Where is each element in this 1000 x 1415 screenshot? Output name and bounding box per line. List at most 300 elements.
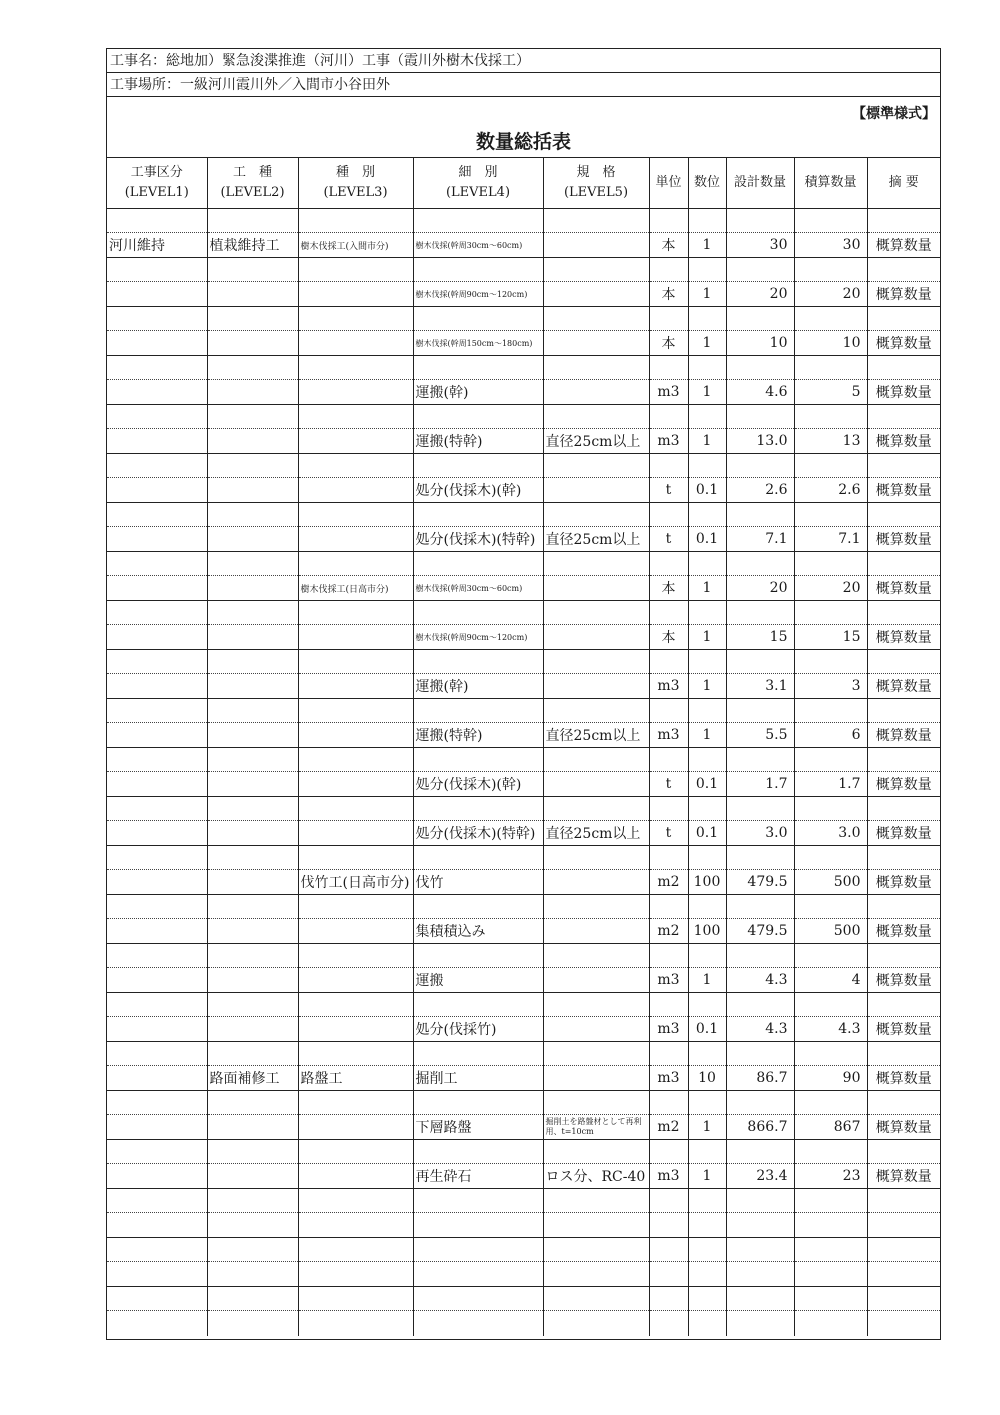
empty-cell [298, 846, 413, 870]
design-quantity-cell: 479.5 [726, 870, 794, 895]
empty-cell [298, 895, 413, 919]
level4-cell: 樹木伐採(幹周30cm～60cm) [413, 576, 543, 601]
level5-cell: 直径25cm以上 [543, 429, 649, 454]
empty-cell [298, 1091, 413, 1115]
level1-cell [107, 429, 207, 454]
digit-cell: 1 [688, 1115, 726, 1140]
digit-cell: 1 [688, 429, 726, 454]
note-cell: 概算数量 [867, 772, 940, 797]
empty-cell [543, 944, 649, 968]
empty-cell [649, 1042, 688, 1066]
level3-cell [298, 723, 413, 748]
level1-cell [107, 1311, 207, 1336]
empty-cell [794, 1042, 867, 1066]
level5-cell: 直径25cm以上 [543, 723, 649, 748]
level4-cell: 集積積込み [413, 919, 543, 944]
empty-cell [726, 1140, 794, 1164]
empty-cell [649, 944, 688, 968]
empty-cell [649, 1140, 688, 1164]
level2-cell [207, 919, 298, 944]
empty-cell [298, 503, 413, 527]
column-header [726, 158, 794, 209]
level5-cell [543, 282, 649, 307]
empty-cell [688, 601, 726, 625]
level5-cell [543, 1262, 649, 1287]
design-quantity-cell [726, 1213, 794, 1238]
level2-cell [207, 870, 298, 895]
empty-cell [794, 748, 867, 772]
empty-cell [413, 258, 543, 282]
empty-cell [649, 209, 688, 233]
level5-cell [543, 674, 649, 699]
empty-cell [688, 552, 726, 576]
level4-cell: 処分(伐採木)(特幹) [413, 527, 543, 552]
empty-cell [207, 944, 298, 968]
level2-cell [207, 1213, 298, 1238]
note-cell: 概算数量 [867, 968, 940, 993]
empty-cell [107, 1091, 207, 1115]
level2-cell [207, 429, 298, 454]
empty-cell [543, 1189, 649, 1213]
unit-cell: 本 [649, 282, 688, 307]
unit-cell: 本 [649, 625, 688, 650]
level1-cell [107, 870, 207, 895]
empty-cell [107, 1287, 207, 1311]
empty-cell [413, 1042, 543, 1066]
empty-cell [107, 699, 207, 723]
quantity-table [107, 157, 940, 1336]
digit-cell: 1 [688, 233, 726, 258]
empty-cell [298, 454, 413, 478]
calc-quantity-cell: 10 [794, 331, 867, 356]
table-row [107, 478, 940, 503]
level2-cell [207, 772, 298, 797]
column-header-level: (LEVEL5) [563, 185, 629, 200]
table-row [107, 331, 940, 356]
column-header-level: (LEVEL4) [445, 185, 511, 200]
column-header-level: (LEVEL1) [124, 185, 189, 200]
empty-cell [726, 797, 794, 821]
note-cell: 概算数量 [867, 527, 940, 552]
empty-cell [543, 503, 649, 527]
empty-cell [207, 1238, 298, 1262]
design-quantity-cell: 10 [726, 331, 794, 356]
empty-cell [413, 503, 543, 527]
digit-cell: 1 [688, 380, 726, 405]
note-cell: 概算数量 [867, 1164, 940, 1189]
empty-cell [794, 503, 867, 527]
empty-cell [543, 209, 649, 233]
spacer-row [107, 699, 940, 723]
empty-cell [794, 307, 867, 331]
level4-cell: 運搬(特幹) [413, 429, 543, 454]
table-row [107, 870, 940, 895]
digit-cell: 0.1 [688, 821, 726, 846]
note-cell: 概算数量 [867, 674, 940, 699]
empty-cell [867, 895, 940, 919]
level4-cell: 樹木伐採(幹周30cm～60cm) [413, 233, 543, 258]
level4-cell: 処分(伐採竹) [413, 1017, 543, 1042]
design-quantity-cell: 86.7 [726, 1066, 794, 1091]
calc-quantity-cell: 13 [794, 429, 867, 454]
level5-cell [543, 870, 649, 895]
empty-cell [298, 699, 413, 723]
level3-cell [298, 331, 413, 356]
column-header [413, 158, 543, 209]
unit-cell: m3 [649, 968, 688, 993]
level1-cell [107, 919, 207, 944]
empty-cell [413, 1189, 543, 1213]
empty-cell [413, 846, 543, 870]
unit-cell: t [649, 821, 688, 846]
empty-cell [107, 307, 207, 331]
column-header [794, 158, 867, 209]
calc-quantity-cell: 867 [794, 1115, 867, 1140]
calc-quantity-cell [794, 1262, 867, 1287]
empty-cell [649, 797, 688, 821]
empty-cell [543, 601, 649, 625]
empty-cell [688, 748, 726, 772]
level5-cell [543, 1017, 649, 1042]
standard-form-label: 【標準様式】 [852, 106, 936, 122]
level4-cell [413, 1213, 543, 1238]
level4-cell: 樹木伐採(幹周150cm～180cm) [413, 331, 543, 356]
empty-cell [867, 650, 940, 674]
table-row [107, 282, 940, 307]
calc-quantity-cell: 15 [794, 625, 867, 650]
table-header-row [107, 158, 940, 209]
design-quantity-cell [726, 1262, 794, 1287]
level2-cell [207, 968, 298, 993]
table-row [107, 576, 940, 601]
empty-cell [688, 1287, 726, 1311]
empty-cell [413, 748, 543, 772]
digit-cell [688, 1213, 726, 1238]
level3-cell [298, 772, 413, 797]
empty-cell [207, 1042, 298, 1066]
empty-cell [726, 699, 794, 723]
empty-cell [726, 454, 794, 478]
empty-cell [413, 699, 543, 723]
empty-cell [649, 699, 688, 723]
empty-cell [726, 307, 794, 331]
level1-cell [107, 772, 207, 797]
note-cell: 概算数量 [867, 821, 940, 846]
project-name: 工事名：総地加）緊急浚渫推進（河川）工事（霞川外樹木伐採工） [107, 49, 940, 73]
table-row [107, 1213, 940, 1238]
empty-cell [867, 1287, 940, 1311]
level4-cell [413, 1262, 543, 1287]
empty-cell [298, 1189, 413, 1213]
empty-cell [207, 454, 298, 478]
level1-cell [107, 821, 207, 846]
level4-cell: 下層路盤 [413, 1115, 543, 1140]
empty-cell [794, 944, 867, 968]
empty-cell [543, 454, 649, 478]
level4-cell: 再生砕石 [413, 1164, 543, 1189]
empty-cell [726, 601, 794, 625]
calc-quantity-cell: 2.6 [794, 478, 867, 503]
level1-cell [107, 625, 207, 650]
empty-cell [207, 601, 298, 625]
empty-cell [107, 258, 207, 282]
empty-cell [298, 1287, 413, 1311]
page-title: 数量総括表 [475, 131, 571, 153]
empty-cell [688, 258, 726, 282]
digit-cell: 1 [688, 282, 726, 307]
empty-cell [298, 993, 413, 1017]
empty-cell [413, 895, 543, 919]
unit-cell: t [649, 478, 688, 503]
empty-cell [207, 699, 298, 723]
empty-cell [207, 846, 298, 870]
empty-cell [543, 846, 649, 870]
table-row [107, 821, 940, 846]
calc-quantity-cell [794, 1213, 867, 1238]
empty-cell [298, 405, 413, 429]
spacer-row [107, 1091, 940, 1115]
note-cell: 概算数量 [867, 576, 940, 601]
calc-quantity-cell: 20 [794, 282, 867, 307]
empty-cell [107, 601, 207, 625]
empty-cell [726, 356, 794, 380]
level5-cell [543, 1213, 649, 1238]
empty-cell [726, 895, 794, 919]
level5-cell [543, 478, 649, 503]
digit-cell: 1 [688, 674, 726, 699]
empty-cell [867, 405, 940, 429]
level3-cell [298, 1115, 413, 1140]
empty-cell [298, 1140, 413, 1164]
level1-cell [107, 674, 207, 699]
spacer-row [107, 650, 940, 674]
empty-cell [207, 993, 298, 1017]
empty-cell [207, 503, 298, 527]
unit-cell: m3 [649, 1017, 688, 1042]
spacer-row [107, 1238, 940, 1262]
design-quantity-cell: 20 [726, 576, 794, 601]
calc-quantity-cell: 4 [794, 968, 867, 993]
empty-cell [726, 1042, 794, 1066]
unit-cell: m3 [649, 1066, 688, 1091]
empty-cell [207, 1189, 298, 1213]
spacer-row [107, 258, 940, 282]
empty-cell [413, 1287, 543, 1311]
empty-cell [794, 1287, 867, 1311]
level3-cell: 路盤工 [298, 1066, 413, 1091]
empty-cell [543, 699, 649, 723]
note-cell: 概算数量 [867, 723, 940, 748]
empty-cell [726, 748, 794, 772]
empty-cell [688, 944, 726, 968]
empty-cell [107, 503, 207, 527]
column-header-label: 工事区分 [130, 165, 183, 180]
empty-cell [649, 1238, 688, 1262]
design-quantity-cell: 20 [726, 282, 794, 307]
empty-cell [649, 1287, 688, 1311]
calc-quantity-cell: 1.7 [794, 772, 867, 797]
empty-cell [867, 209, 940, 233]
unit-cell: m3 [649, 723, 688, 748]
unit-cell: m3 [649, 380, 688, 405]
empty-cell [207, 748, 298, 772]
calc-quantity-cell: 3 [794, 674, 867, 699]
note-cell: 概算数量 [867, 331, 940, 356]
empty-cell [207, 1287, 298, 1311]
design-quantity-cell: 30 [726, 233, 794, 258]
level1-cell [107, 1066, 207, 1091]
column-header [867, 158, 940, 209]
empty-cell [107, 650, 207, 674]
empty-cell [688, 356, 726, 380]
level5-cell [543, 968, 649, 993]
digit-cell: 1 [688, 1164, 726, 1189]
empty-cell [867, 846, 940, 870]
empty-cell [726, 650, 794, 674]
empty-cell [107, 1140, 207, 1164]
level2-cell [207, 1262, 298, 1287]
level5-cell: 掘削土を路盤材として再利用、t=10cm [543, 1115, 649, 1140]
empty-cell [207, 405, 298, 429]
unit-cell: 本 [649, 576, 688, 601]
empty-cell [107, 748, 207, 772]
empty-cell [867, 601, 940, 625]
level5-cell [543, 1066, 649, 1091]
table-row [107, 674, 940, 699]
unit-cell: t [649, 527, 688, 552]
level3-cell: 伐竹工(日高市分) [298, 870, 413, 895]
column-header-label: 摘 要 [888, 175, 919, 190]
empty-cell [688, 1140, 726, 1164]
table-row [107, 429, 940, 454]
spacer-row [107, 1189, 940, 1213]
note-cell: 概算数量 [867, 478, 940, 503]
project-location: 工事場所：一級河川霞川外／入間市小谷田外 [107, 73, 940, 97]
empty-cell [794, 258, 867, 282]
level4-cell: 運搬(幹) [413, 380, 543, 405]
level4-cell: 処分(伐採木)(幹) [413, 478, 543, 503]
calc-quantity-cell: 7.1 [794, 527, 867, 552]
calc-quantity-cell: 23 [794, 1164, 867, 1189]
empty-cell [107, 209, 207, 233]
empty-cell [107, 797, 207, 821]
design-quantity-cell: 5.5 [726, 723, 794, 748]
design-quantity-cell: 1.7 [726, 772, 794, 797]
level2-cell [207, 723, 298, 748]
design-quantity-cell: 2.6 [726, 478, 794, 503]
empty-cell [867, 1140, 940, 1164]
digit-cell [688, 1262, 726, 1287]
level4-cell: 処分(伐採木)(特幹) [413, 821, 543, 846]
column-header-level: (LEVEL3) [323, 185, 388, 200]
calc-quantity-cell: 30 [794, 233, 867, 258]
unit-cell: 本 [649, 331, 688, 356]
note-cell: 概算数量 [867, 429, 940, 454]
calc-quantity-cell: 90 [794, 1066, 867, 1091]
empty-cell [688, 209, 726, 233]
level4-cell: 運搬 [413, 968, 543, 993]
empty-cell [543, 1287, 649, 1311]
spacer-row [107, 993, 940, 1017]
empty-cell [543, 258, 649, 282]
empty-cell [867, 699, 940, 723]
empty-cell [107, 1238, 207, 1262]
empty-cell [726, 209, 794, 233]
spacer-row [107, 454, 940, 478]
level3-cell [298, 625, 413, 650]
empty-cell [649, 503, 688, 527]
unit-cell: 本 [649, 233, 688, 258]
calc-quantity-cell: 4.3 [794, 1017, 867, 1042]
empty-cell [207, 356, 298, 380]
note-cell: 概算数量 [867, 919, 940, 944]
design-quantity-cell: 15 [726, 625, 794, 650]
table-body [107, 209, 940, 1336]
level4-cell: 樹木伐採(幹周90cm～120cm) [413, 625, 543, 650]
unit-cell [649, 1311, 688, 1336]
level1-cell [107, 527, 207, 552]
spacer-row [107, 601, 940, 625]
unit-cell [649, 1213, 688, 1238]
empty-cell [649, 1189, 688, 1213]
unit-cell: m2 [649, 919, 688, 944]
empty-cell [649, 895, 688, 919]
empty-cell [649, 650, 688, 674]
empty-cell [107, 1189, 207, 1213]
column-header-label: 積算数量 [804, 175, 857, 190]
empty-cell [794, 1238, 867, 1262]
table-row [107, 723, 940, 748]
level1-cell [107, 282, 207, 307]
empty-cell [543, 307, 649, 331]
empty-cell [794, 650, 867, 674]
level1-cell [107, 331, 207, 356]
empty-cell [688, 307, 726, 331]
empty-cell [413, 356, 543, 380]
digit-cell: 10 [688, 1066, 726, 1091]
digit-cell: 1 [688, 331, 726, 356]
digit-cell: 0.1 [688, 1017, 726, 1042]
empty-cell [298, 209, 413, 233]
spacer-row [107, 356, 940, 380]
level3-cell [298, 1262, 413, 1287]
empty-cell [413, 944, 543, 968]
spacer-row [107, 1287, 940, 1311]
design-quantity-cell [726, 1311, 794, 1336]
empty-cell [867, 797, 940, 821]
column-header-label: 細 別 [458, 165, 498, 180]
level4-cell: 掘削工 [413, 1066, 543, 1091]
empty-cell [867, 307, 940, 331]
empty-cell [298, 1238, 413, 1262]
spacer-row [107, 944, 940, 968]
level2-cell [207, 527, 298, 552]
table-row [107, 919, 940, 944]
empty-cell [543, 1238, 649, 1262]
level2-cell [207, 674, 298, 699]
level3-cell [298, 919, 413, 944]
design-quantity-cell: 13.0 [726, 429, 794, 454]
note-cell: 概算数量 [867, 233, 940, 258]
empty-cell [413, 209, 543, 233]
unit-cell: t [649, 772, 688, 797]
empty-cell [543, 650, 649, 674]
empty-cell [649, 1091, 688, 1115]
empty-cell [794, 797, 867, 821]
level1-cell [107, 380, 207, 405]
empty-cell [298, 307, 413, 331]
empty-cell [867, 1189, 940, 1213]
